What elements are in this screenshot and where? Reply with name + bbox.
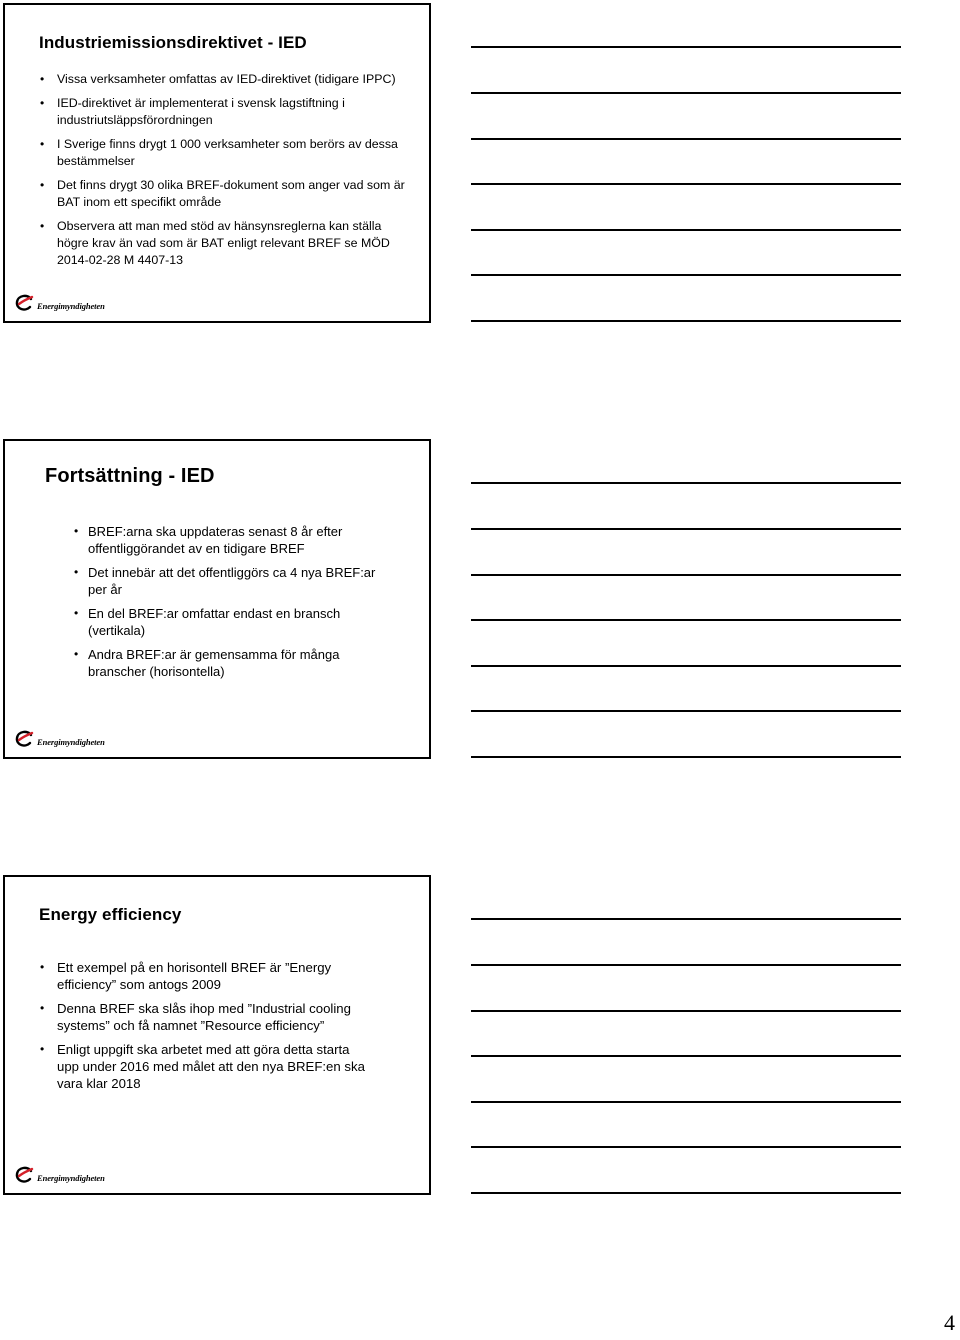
note-line	[471, 918, 901, 920]
note-line	[471, 756, 901, 758]
bullet-item	[71, 564, 379, 598]
bullet-icon: •	[40, 72, 45, 86]
bullet-list	[71, 523, 379, 687]
bullet-icon: •	[74, 565, 79, 579]
slide-3	[3, 875, 431, 1195]
note-line	[471, 1055, 901, 1057]
bullet-text: Ett exempel på en horisontell BREF är ”Energy efficiency” som antogs 2009	[57, 960, 332, 992]
bullet-item	[37, 218, 411, 269]
bullet-item	[37, 1000, 373, 1034]
energimyndigheten-logo	[15, 1163, 105, 1187]
bullet-item	[37, 71, 411, 88]
logo-icon	[15, 729, 35, 749]
bullet-icon: •	[74, 524, 79, 538]
energimyndigheten-logo	[15, 727, 105, 751]
note-line	[471, 92, 901, 94]
bullet-text: Enligt uppgift ska arbetet med att göra detta starta upp under 2016 med målet att den nya BREF:en ska vara klar 2018	[57, 1042, 365, 1091]
note-line	[471, 964, 901, 966]
bullet-item	[37, 95, 411, 129]
bullet-item	[37, 136, 411, 170]
logo-icon	[15, 293, 35, 313]
slide-2	[3, 439, 431, 759]
note-line	[471, 1192, 901, 1194]
energimyndigheten-logo	[15, 291, 105, 315]
bullet-text: Andra BREF:ar är gemensamma för många branscher (horisontella)	[88, 647, 340, 679]
note-line	[471, 183, 901, 185]
logo-text: Energimyndigheten	[37, 737, 105, 747]
bullet-icon: •	[40, 96, 45, 110]
bullet-icon: •	[40, 219, 45, 233]
logo-text: Energimyndigheten	[37, 1173, 105, 1183]
bullet-icon: •	[40, 137, 45, 151]
note-line	[471, 1010, 901, 1012]
bullet-text: Denna BREF ska slås ihop med ”Industrial cooling systems” och få namnet ”Resource efficiency”	[57, 1001, 351, 1033]
bullet-text: BREF:arna ska uppdateras senast 8 år efter offentliggörandet av en tidigare BREF	[88, 524, 343, 556]
bullet-item	[71, 523, 379, 557]
note-line	[471, 274, 901, 276]
note-line	[471, 229, 901, 231]
note-line	[471, 1101, 901, 1103]
bullet-text: IED-direktivet är implementerat i svensk lagstiftning i industriutsläppsförordningen	[57, 96, 345, 127]
page-number: 4	[944, 1310, 955, 1335]
bullet-text: Vissa verksamheter omfattas av IED-direktivet (tidigare IPPC)	[57, 72, 396, 86]
bullet-text: Observera att man med stöd av hänsynsreglerna kan ställa högre krav än vad som är BAT enligt relevant BREF se MÖD 2014-02-28 M 4407-13	[57, 219, 390, 267]
bullet-text: En del BREF:ar omfattar endast en bransch (vertikala)	[88, 606, 341, 638]
bullet-item	[37, 959, 373, 993]
slide-1	[3, 3, 431, 323]
slide-title: Industriemissionsdirektivet - IED	[39, 33, 307, 52]
note-line	[471, 1146, 901, 1148]
note-line	[471, 138, 901, 140]
logo-icon	[15, 1165, 35, 1185]
bullet-list	[37, 959, 373, 1099]
bullet-text: Det innebär att det offentliggörs ca 4 nya BREF:ar per år	[88, 565, 376, 597]
note-line	[471, 574, 901, 576]
bullet-text: I Sverige finns drygt 1 000 verksamheter som berörs av dessa bestämmelser	[57, 137, 398, 168]
bullet-icon: •	[74, 606, 79, 620]
bullet-item	[37, 1041, 373, 1092]
bullet-text: Det finns drygt 30 olika BREF-dokument som anger vad som är BAT inom ett specifikt område	[57, 178, 405, 209]
bullet-list	[37, 71, 411, 276]
note-line	[471, 46, 901, 48]
slide-title: Fortsättning - IED	[45, 465, 215, 487]
bullet-icon: •	[40, 1001, 45, 1015]
bullet-icon: •	[40, 178, 45, 192]
note-line	[471, 482, 901, 484]
bullet-item	[71, 605, 379, 639]
bullet-icon: •	[40, 960, 45, 974]
note-line	[471, 528, 901, 530]
note-line	[471, 710, 901, 712]
bullet-item	[71, 646, 379, 680]
logo-text: Energimyndigheten	[37, 301, 105, 311]
note-line	[471, 619, 901, 621]
bullet-icon: •	[40, 1042, 45, 1056]
bullet-icon: •	[74, 647, 79, 661]
note-line	[471, 320, 901, 322]
note-line	[471, 665, 901, 667]
slide-title: Energy efficiency	[39, 905, 182, 924]
bullet-item	[37, 177, 411, 211]
